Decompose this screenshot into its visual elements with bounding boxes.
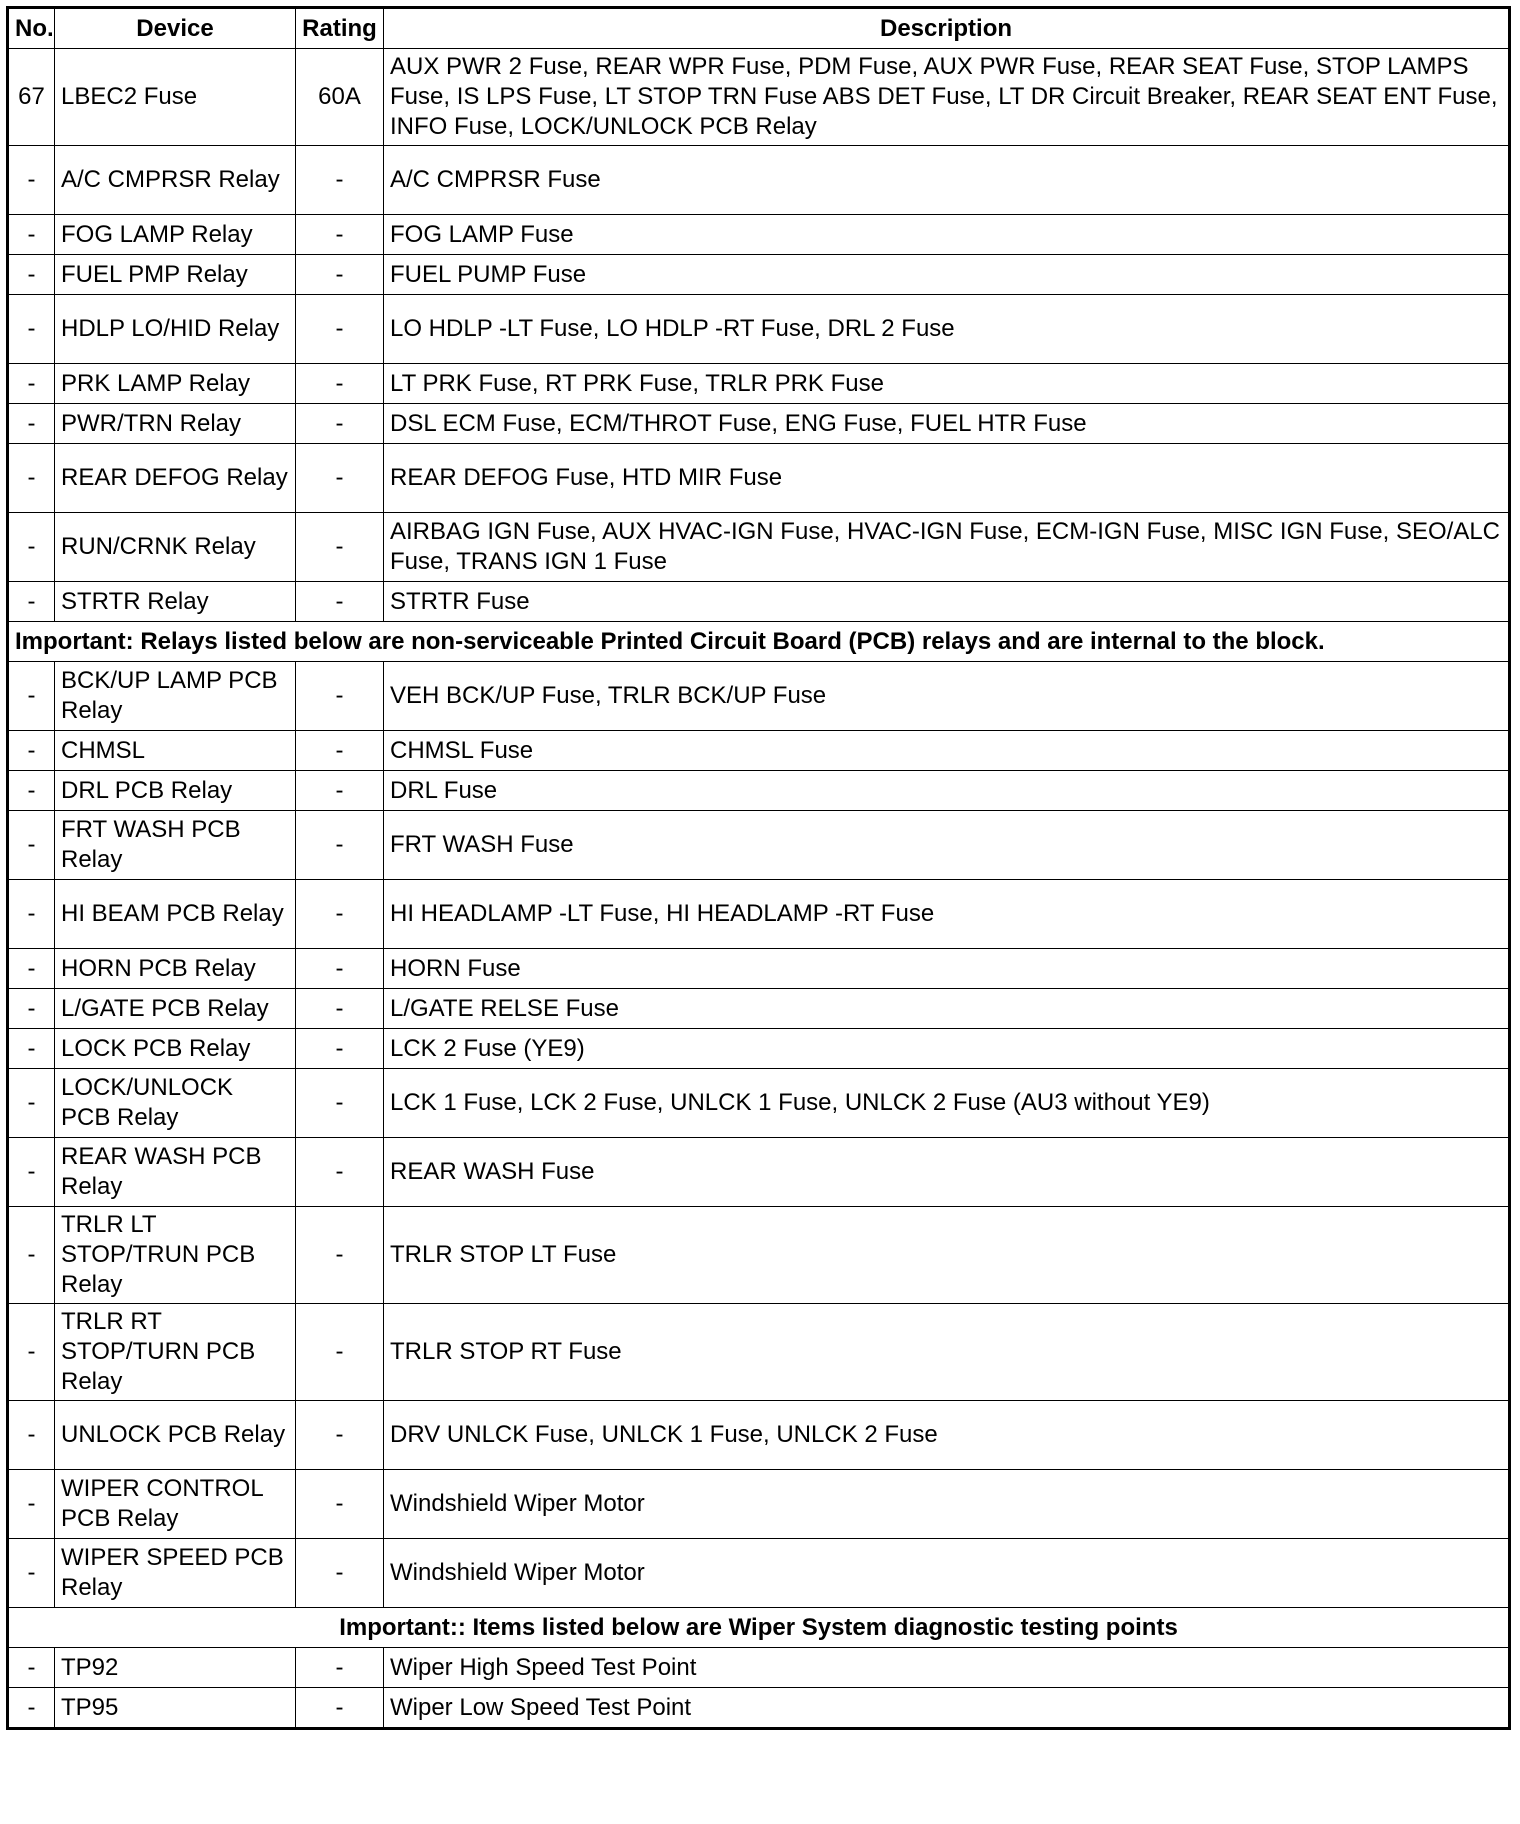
table-row (8, 295, 1510, 364)
cell-device: STRTR Relay (55, 582, 296, 622)
cell-description: LO HDLP -LT Fuse, LO HDLP -RT Fuse, DRL 2 Fuse (384, 295, 1510, 364)
cell-device: CHMSL (55, 731, 296, 771)
cell-description: HORN Fuse (384, 949, 1510, 989)
cell-device: HI BEAM PCB Relay (55, 880, 296, 949)
table-row (8, 949, 1510, 989)
cell-rating: - (296, 1470, 384, 1539)
cell-description: HI HEADLAMP -LT Fuse, HI HEADLAMP -RT Fuse (384, 880, 1510, 949)
cell-no: - (8, 1304, 55, 1401)
cell-rating: - (296, 662, 384, 731)
cell-description: A/C CMPRSR Fuse (384, 146, 1510, 215)
cell-device: PWR/TRN Relay (55, 404, 296, 444)
cell-rating: - (296, 1304, 384, 1401)
cell-description: STRTR Fuse (384, 582, 1510, 622)
table-row (8, 1069, 1510, 1138)
cell-rating: - (296, 731, 384, 771)
cell-no: - (8, 364, 55, 404)
table-header-row (8, 8, 1510, 49)
cell-no: - (8, 513, 55, 582)
column-header-device: Device (55, 8, 296, 49)
cell-no: - (8, 662, 55, 731)
column-header-rating: Rating (296, 8, 384, 49)
cell-no: - (8, 1138, 55, 1207)
cell-rating: - (296, 1138, 384, 1207)
cell-description: AIRBAG IGN Fuse, AUX HVAC-IGN Fuse, HVAC-IGN Fuse, ECM-IGN Fuse, MISC IGN Fuse, SEO/ALC Fuse, TRANS IGN 1 Fuse (384, 513, 1510, 582)
cell-rating: - (296, 1207, 384, 1304)
cell-rating: - (296, 1029, 384, 1069)
table-row (8, 662, 1510, 731)
cell-no: - (8, 404, 55, 444)
important-note-wiper: Important:: Items listed below are Wiper System diagnostic testing points (8, 1608, 1510, 1648)
cell-rating: - (296, 215, 384, 255)
cell-device: UNLOCK PCB Relay (55, 1401, 296, 1470)
cell-no: - (8, 1207, 55, 1304)
cell-no: - (8, 255, 55, 295)
cell-no: - (8, 1029, 55, 1069)
cell-no: - (8, 1069, 55, 1138)
cell-description: DSL ECM Fuse, ECM/THROT Fuse, ENG Fuse, FUEL HTR Fuse (384, 404, 1510, 444)
table-row (8, 1207, 1510, 1304)
cell-device: L/GATE PCB Relay (55, 989, 296, 1029)
table-row (8, 811, 1510, 880)
cell-device: TRLR LT STOP/TRUN PCB Relay (55, 1207, 296, 1304)
cell-device: WIPER CONTROL PCB Relay (55, 1470, 296, 1539)
cell-rating: - (296, 404, 384, 444)
cell-description: REAR DEFOG Fuse, HTD MIR Fuse (384, 444, 1510, 513)
fuse-relay-table (6, 6, 1511, 1730)
cell-device: TP92 (55, 1648, 296, 1688)
cell-description: FOG LAMP Fuse (384, 215, 1510, 255)
cell-no: - (8, 771, 55, 811)
cell-no: 67 (8, 49, 55, 146)
important-note-row (8, 1608, 1510, 1648)
cell-no: - (8, 1470, 55, 1539)
table-row (8, 1029, 1510, 1069)
cell-device: PRK LAMP Relay (55, 364, 296, 404)
cell-description: LT PRK Fuse, RT PRK Fuse, TRLR PRK Fuse (384, 364, 1510, 404)
cell-device: WIPER SPEED PCB Relay (55, 1539, 296, 1608)
important-note-row (8, 622, 1510, 662)
cell-device: LOCK/UNLOCK PCB Relay (55, 1069, 296, 1138)
cell-device: REAR WASH PCB Relay (55, 1138, 296, 1207)
cell-rating: - (296, 295, 384, 364)
cell-rating: - (296, 1069, 384, 1138)
cell-rating: - (296, 513, 384, 582)
cell-no: - (8, 731, 55, 771)
table-row (8, 1304, 1510, 1401)
table-row (8, 364, 1510, 404)
cell-device: HORN PCB Relay (55, 949, 296, 989)
table-row (8, 146, 1510, 215)
important-note-pcb: Important: Relays listed below are non-serviceable Printed Circuit Board (PCB) relays and are internal to the block. (8, 622, 1510, 662)
cell-description: DRL Fuse (384, 771, 1510, 811)
cell-description: FRT WASH Fuse (384, 811, 1510, 880)
cell-description: TRLR STOP LT Fuse (384, 1207, 1510, 1304)
cell-rating: - (296, 444, 384, 513)
cell-device: REAR DEFOG Relay (55, 444, 296, 513)
cell-rating: - (296, 255, 384, 295)
cell-rating: - (296, 582, 384, 622)
cell-description: REAR WASH Fuse (384, 1138, 1510, 1207)
cell-description: DRV UNLCK Fuse, UNLCK 1 Fuse, UNLCK 2 Fuse (384, 1401, 1510, 1470)
table-row (8, 1539, 1510, 1608)
table-row (8, 1401, 1510, 1470)
cell-no: - (8, 444, 55, 513)
cell-description: FUEL PUMP Fuse (384, 255, 1510, 295)
cell-no: - (8, 1648, 55, 1688)
table-row (8, 880, 1510, 949)
cell-rating: - (296, 1401, 384, 1470)
cell-device: BCK/UP LAMP PCB Relay (55, 662, 296, 731)
cell-device: TRLR RT STOP/TURN PCB Relay (55, 1304, 296, 1401)
column-header-description: Description (384, 8, 1510, 49)
cell-rating: - (296, 880, 384, 949)
cell-description: Windshield Wiper Motor (384, 1470, 1510, 1539)
table-row (8, 582, 1510, 622)
cell-device: RUN/CRNK Relay (55, 513, 296, 582)
cell-no: - (8, 582, 55, 622)
table-row (8, 513, 1510, 582)
cell-no: - (8, 1539, 55, 1608)
table-row (8, 1688, 1510, 1729)
cell-description: LCK 1 Fuse, LCK 2 Fuse, UNLCK 1 Fuse, UNLCK 2 Fuse (AU3 without YE9) (384, 1069, 1510, 1138)
cell-no: - (8, 1688, 55, 1729)
cell-device: A/C CMPRSR Relay (55, 146, 296, 215)
cell-device: DRL PCB Relay (55, 771, 296, 811)
cell-no: - (8, 1401, 55, 1470)
cell-rating: - (296, 146, 384, 215)
cell-description: Wiper High Speed Test Point (384, 1648, 1510, 1688)
cell-rating: - (296, 989, 384, 1029)
cell-device: FOG LAMP Relay (55, 215, 296, 255)
cell-description: L/GATE RELSE Fuse (384, 989, 1510, 1029)
table-row (8, 989, 1510, 1029)
cell-description: CHMSL Fuse (384, 731, 1510, 771)
cell-description: Windshield Wiper Motor (384, 1539, 1510, 1608)
table-row (8, 215, 1510, 255)
cell-rating: - (296, 364, 384, 404)
cell-no: - (8, 989, 55, 1029)
cell-rating: - (296, 1539, 384, 1608)
cell-description: VEH BCK/UP Fuse, TRLR BCK/UP Fuse (384, 662, 1510, 731)
table-row (8, 1138, 1510, 1207)
table-row (8, 1470, 1510, 1539)
cell-no: - (8, 880, 55, 949)
cell-device: FRT WASH PCB Relay (55, 811, 296, 880)
cell-device: HDLP LO/HID Relay (55, 295, 296, 364)
table-row (8, 404, 1510, 444)
cell-no: - (8, 949, 55, 989)
cell-rating: - (296, 1688, 384, 1729)
cell-no: - (8, 146, 55, 215)
fuse-relay-table-container (6, 6, 1508, 1730)
table-row (8, 731, 1510, 771)
cell-no: - (8, 215, 55, 255)
cell-description: LCK 2 Fuse (YE9) (384, 1029, 1510, 1069)
cell-device: LBEC2 Fuse (55, 49, 296, 146)
table-row (8, 49, 1510, 146)
table-row (8, 255, 1510, 295)
cell-rating: - (296, 949, 384, 989)
cell-description: Wiper Low Speed Test Point (384, 1688, 1510, 1729)
table-row (8, 444, 1510, 513)
cell-description: AUX PWR 2 Fuse, REAR WPR Fuse, PDM Fuse, AUX PWR Fuse, REAR SEAT Fuse, STOP LAMPS Fuse, IS LPS Fuse, LT STOP TRN Fuse ABS DET Fuse, LT DR Circuit Breaker, REAR SEAT ENT Fuse, INFO Fuse, LOCK/UNLOCK PCB Relay (384, 49, 1510, 146)
cell-device: TP95 (55, 1688, 296, 1729)
cell-rating: - (296, 771, 384, 811)
table-row (8, 771, 1510, 811)
cell-description: TRLR STOP RT Fuse (384, 1304, 1510, 1401)
cell-rating: - (296, 1648, 384, 1688)
cell-device: LOCK PCB Relay (55, 1029, 296, 1069)
cell-no: - (8, 295, 55, 364)
column-header-no: No. (8, 8, 55, 49)
cell-rating: - (296, 811, 384, 880)
cell-no: - (8, 811, 55, 880)
table-row (8, 1648, 1510, 1688)
cell-device: FUEL PMP Relay (55, 255, 296, 295)
cell-rating: 60A (296, 49, 384, 146)
